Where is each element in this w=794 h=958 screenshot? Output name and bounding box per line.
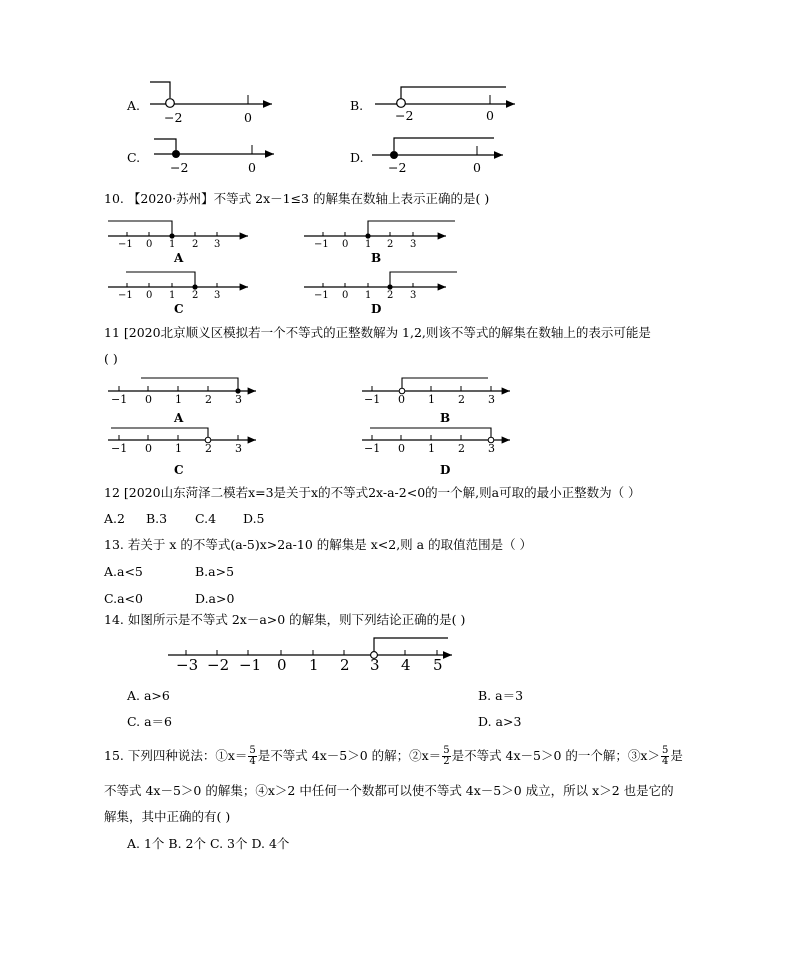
q11-question-line2: ( ): [104, 351, 118, 366]
q14-option-c: C. a＝6: [127, 714, 172, 729]
tick-label: 5: [433, 656, 443, 674]
q15-question-line2: 不等式 4x－5＞0 的解集；④x＞2 中任何一个数都可以使不等式 4x－5＞0 成立，所以 x＞2 也是它的: [104, 783, 674, 798]
tick-label: 0: [145, 442, 152, 455]
tick-label: 1: [365, 239, 372, 250]
tick-label: −1: [118, 290, 133, 301]
tick-label: 3: [488, 393, 495, 406]
q10-question-text: 10. 【2020·苏州】不等式 2x－1≤3 的解集在数轴上表示正确的是( ): [104, 191, 490, 206]
tick-label: 3: [214, 290, 221, 301]
tick-label: 1: [175, 442, 182, 455]
tick-label: −1: [314, 239, 329, 250]
q10-option-d-letter: D: [371, 302, 382, 316]
q9-option-d-left-label: −2: [388, 160, 407, 175]
q9-option-b-letter: B.: [350, 98, 364, 113]
q10-option-b-letter: B: [371, 251, 382, 265]
tick-label: −1: [314, 290, 329, 301]
q15-fraction-3-numerator: 5: [661, 745, 669, 756]
q10-option-a-letter: A: [174, 251, 184, 265]
tick-label: 3: [410, 239, 417, 250]
tick-label: 0: [145, 393, 152, 406]
tick-label: 0: [146, 290, 153, 301]
tick-label: 3: [410, 290, 417, 301]
q12-question-text: 12 [2020山东菏泽二模若x=3是关于x的不等式2x-a-2<0的一个解,则a可取的最小正整数为（ ）: [104, 485, 641, 500]
tick-label: 2: [387, 239, 394, 250]
q15-text-part2: 是不等式 4x－5＞0 的解；②x＝: [257, 748, 442, 763]
tick-label: 2: [387, 290, 394, 301]
q9-option-b-left-label: −2: [395, 108, 414, 123]
tick-label: 4: [401, 656, 411, 674]
q15-text-part3: 是不等式 4x－5＞0 的一个解；③x＞: [451, 748, 660, 763]
tick-label: 2: [192, 290, 199, 301]
q13-question-text: 13. 若关于 x 的不等式(a-5)x>2a-10 的解集是 x<2,则 a 的取值范围是（ ）: [104, 537, 533, 552]
tick-label: 1: [365, 290, 372, 301]
q14-option-b: B. a＝3: [478, 688, 524, 703]
q10-option-c-letter: C: [174, 302, 184, 316]
tick-label: 0: [342, 290, 349, 301]
q13-option-c: C.a<0: [104, 591, 143, 606]
tick-label: 0: [277, 656, 287, 674]
q15-fraction-1: [248, 746, 256, 767]
tick-label: 2: [458, 442, 465, 455]
tick-label: 1: [169, 239, 176, 250]
q9-option-c-right-label: 0: [248, 160, 256, 175]
q15-fraction-2: [442, 746, 450, 767]
tick-label: −1: [364, 442, 381, 455]
tick-label: 0: [398, 442, 405, 455]
tick-label: −1: [111, 393, 128, 406]
q13-option-a: A.a<5: [104, 564, 143, 579]
q9-option-b-right-label: 0: [486, 108, 494, 123]
tick-label: 1: [428, 442, 435, 455]
tick-label: 0: [146, 239, 153, 250]
tick-label: 0: [342, 239, 349, 250]
q9-option-c-left-label: −2: [170, 160, 189, 175]
tick-label: 3: [488, 442, 495, 455]
q9-option-d-right-label: 0: [473, 160, 481, 175]
tick-label: 2: [340, 656, 350, 674]
q14-question-text: 14. 如图所示是不等式 2x－a>0 的解集，则下列结论正确的是( ): [104, 612, 466, 627]
q13-option-d: D.a>0: [195, 591, 235, 606]
tick-label: 2: [205, 393, 212, 406]
q11-option-d-letter: D: [440, 463, 451, 477]
q12-option-d: D.5: [243, 511, 265, 526]
tick-label: 0: [398, 393, 405, 406]
q9-option-a-right-label: 0: [244, 110, 252, 125]
q15-fraction-2-denominator: 2: [443, 756, 450, 767]
q15-question-line1: [104, 746, 683, 767]
q15-question-line3: 解集，其中正确的有( ): [104, 809, 231, 824]
q14-option-a: A. a>6: [127, 688, 170, 703]
q15-fraction-3-denominator: 4: [661, 756, 669, 767]
tick-label: 1: [175, 393, 182, 406]
q9-option-a-letter: A.: [127, 98, 141, 113]
q11-option-b-letter: B: [440, 411, 451, 425]
tick-label: 3: [235, 393, 242, 406]
q14-option-d: D. a>3: [478, 714, 522, 729]
q15-fraction-1-denominator: 4: [249, 756, 256, 767]
tick-label: 3: [370, 656, 380, 674]
q15-fraction-3: [661, 746, 669, 767]
q15-fraction-1-numerator: 5: [249, 745, 256, 756]
q11-option-c-letter: C: [174, 463, 184, 477]
tick-label: −1: [239, 656, 262, 674]
q11-option-a-letter: A: [174, 411, 184, 425]
tick-label: −1: [364, 393, 381, 406]
tick-label: −1: [111, 442, 128, 455]
q9-option-c-letter: C.: [127, 150, 141, 165]
q9-option-a-left-label: −2: [164, 110, 183, 125]
tick-label: 1: [309, 656, 319, 674]
q15-text-part4: 是: [670, 748, 683, 763]
q11-question-line1: 11 [2020北京顺义区模拟若一个不等式的正整数解为 1,2,则该不等式的解集在数轴上的表示可能是: [104, 325, 651, 340]
q9-option-d-letter: D.: [350, 150, 364, 165]
tick-label: 2: [205, 442, 212, 455]
tick-label: 2: [458, 393, 465, 406]
tick-label: 2: [192, 239, 199, 250]
tick-label: 3: [214, 239, 221, 250]
q15-text-part1: 15. 下列四种说法：①x＝: [104, 748, 248, 763]
q12-option-a: A.2: [104, 511, 125, 526]
tick-label: 3: [235, 442, 242, 455]
tick-label: −2: [207, 656, 230, 674]
q12-option-c: C.4: [195, 511, 217, 526]
tick-label: 1: [169, 290, 176, 301]
q15-fraction-2-numerator: 5: [443, 745, 450, 756]
tick-label: −3: [176, 656, 199, 674]
q12-option-b: B.3: [146, 511, 168, 526]
tick-label: 1: [428, 393, 435, 406]
q15-options: A. 1个 B. 2个 C. 3个 D. 4个: [127, 836, 290, 851]
tick-label: −1: [118, 239, 133, 250]
q13-option-b: B.a>5: [195, 564, 235, 579]
